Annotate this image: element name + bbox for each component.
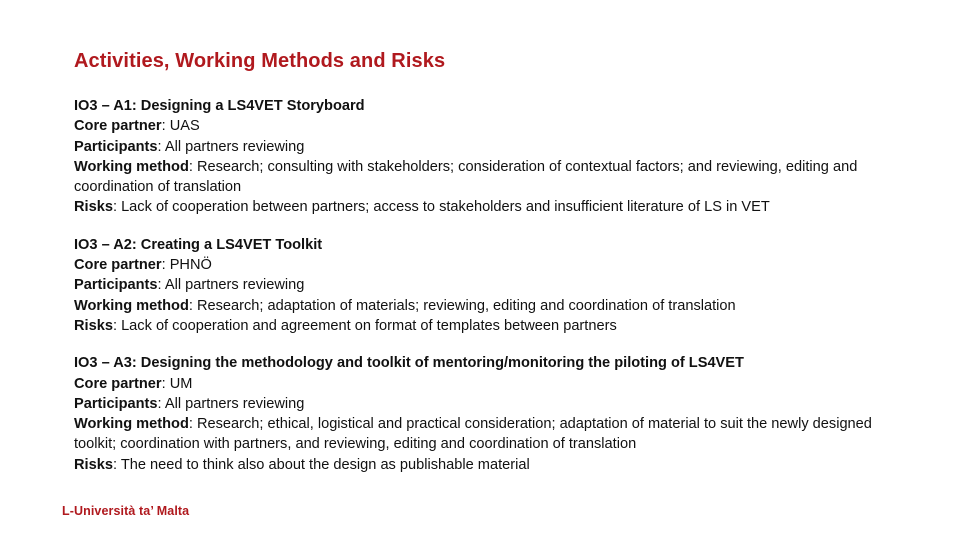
working-method-label: Working method bbox=[74, 297, 189, 314]
core-partner-value: PHNÖ bbox=[169, 257, 212, 274]
separator: : bbox=[161, 118, 170, 135]
risks-line bbox=[74, 455, 914, 475]
university-logo: L-Università ta’ Malta bbox=[62, 504, 190, 518]
working-method-line bbox=[74, 157, 914, 198]
separator: : bbox=[161, 257, 170, 274]
risks-value: Lack of cooperation and agreement on format of templates between partners bbox=[121, 317, 617, 334]
risks-line bbox=[74, 316, 914, 336]
separator: : bbox=[112, 317, 122, 334]
activity-a2 bbox=[74, 235, 914, 336]
participants-value: All partners reviewing bbox=[164, 277, 305, 294]
core-partner-line bbox=[74, 374, 914, 394]
activity-heading: IO3 – A3: Designing the methodology and toolkit of mentoring/monitoring the piloting of LS4VET bbox=[74, 355, 744, 372]
core-partner-value: UM bbox=[169, 375, 193, 392]
participants-label: Participants bbox=[74, 395, 158, 412]
participants-label: Participants bbox=[74, 138, 158, 155]
core-partner-label: Core partner bbox=[74, 118, 162, 135]
working-method-line bbox=[74, 414, 914, 455]
risks-label: Risks bbox=[74, 456, 113, 473]
activity-heading: IO3 – A2: Creating a LS4VET Toolkit bbox=[74, 236, 323, 253]
risks-line bbox=[74, 197, 914, 217]
core-partner-label: Core partner bbox=[74, 257, 162, 274]
separator: : bbox=[188, 158, 197, 175]
core-partner-label: Core partner bbox=[74, 375, 162, 392]
activity-a3 bbox=[74, 353, 914, 475]
separator: : bbox=[157, 138, 165, 155]
core-partner-line bbox=[74, 255, 914, 275]
core-partner-line bbox=[74, 116, 914, 136]
core-partner-value: UAS bbox=[169, 118, 200, 135]
working-method-label: Working method bbox=[74, 158, 189, 175]
activity-heading: IO3 – A1: Designing a LS4VET Storyboard bbox=[74, 98, 365, 114]
working-method-value: Research; ethical, logistical and practical consideration; adaptation of material to suit the newly designed toolkit; coordination with partners, and reviewing, editing and coordination of translation bbox=[74, 416, 872, 453]
separator: : bbox=[161, 375, 170, 392]
separator: : bbox=[188, 297, 197, 314]
risks-label: Risks bbox=[74, 199, 113, 216]
working-method-label: Working method bbox=[74, 416, 189, 433]
participants-line bbox=[74, 137, 914, 157]
participants-value: All partners reviewing bbox=[164, 395, 305, 412]
activity-a1 bbox=[74, 96, 914, 218]
separator: : bbox=[157, 277, 165, 294]
separator: : bbox=[112, 199, 122, 216]
risks-value: The need to think also about the design as publishable material bbox=[120, 456, 530, 473]
participants-label: Participants bbox=[74, 277, 158, 294]
working-method-value: Research; adaptation of materials; reviewing, editing and coordination of translation bbox=[196, 297, 736, 314]
risks-label: Risks bbox=[74, 317, 113, 334]
participants-value: All partners reviewing bbox=[164, 138, 305, 155]
separator: : bbox=[157, 395, 165, 412]
working-method-line bbox=[74, 296, 914, 316]
separator: : bbox=[188, 416, 197, 433]
working-method-value: Research; consulting with stakeholders; consideration of contextual factors; and reviewing, editing and coordination of translation bbox=[74, 158, 858, 196]
activities-list bbox=[74, 96, 914, 492]
participants-line bbox=[74, 275, 914, 295]
participants-line bbox=[74, 394, 914, 414]
separator: : bbox=[112, 456, 121, 473]
risks-value: Lack of cooperation between partners; access to stakeholders and insufficient literature of LS in VET bbox=[121, 199, 770, 216]
slide-title: Activities, Working Methods and Risks bbox=[74, 50, 446, 72]
